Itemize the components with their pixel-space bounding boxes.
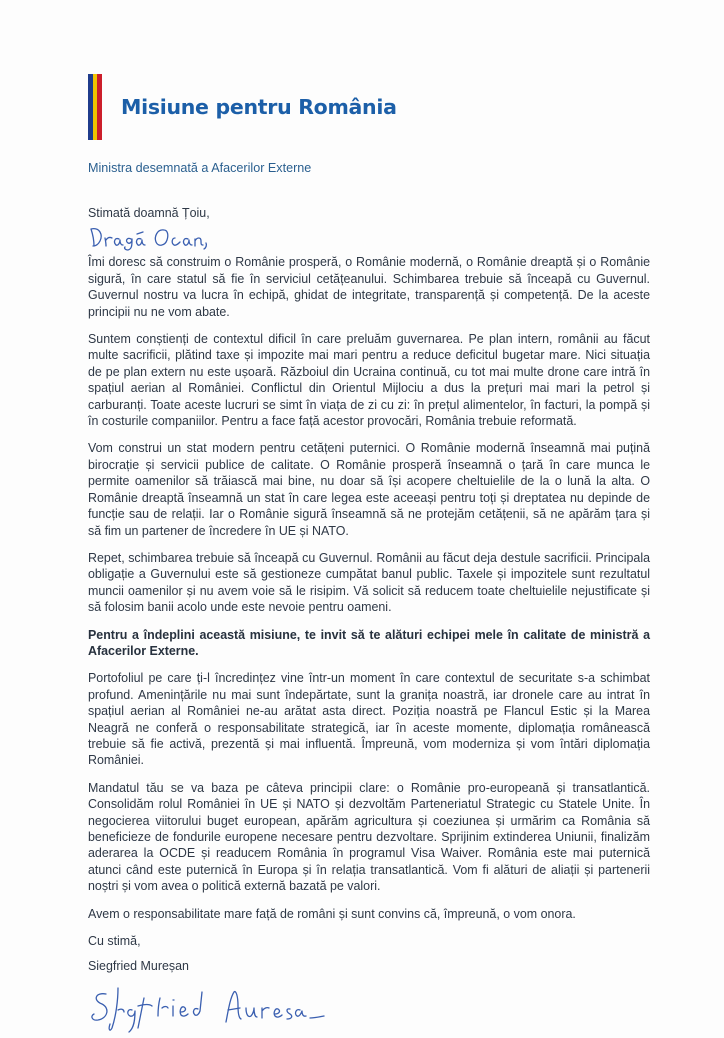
handwritten-greeting bbox=[88, 221, 208, 251]
paragraph-context: Suntem conștienți de contextul dificil în care preluăm guvernarea. Pe plan intern, românii au făcut multe sacrificii, plătind taxe și impozite mai mari pentru a reduce deficitul bugetar mare. Nici situația de pe plan extern nu este ușoară. Războiul din Ucraina continuă, cu tot mai multe drone care intră în spațiul aerian al României. Conflictul din Orientul Mijlociu a dus la prețuri mai mari la petrol și carburanți. Toate aceste lucruri se simt în viața de zi cu zi: în prețul alimentelor, în facturi, la pompă și în costurile companiilor. Pentru a face față acestor provocări, România trebuie reformată. bbox=[88, 332, 650, 429]
paragraph-intro: Îmi doresc să construim o Românie prosperă, o Românie modernă, o Românie dreaptă și o Românie sigură, în care statul să fie în serviciul cetățeanului. Schimbarea trebuie să înceapă cu Guvernul. Guvernul nostru va lucra în echipă, ghidat de integritate, transparență și competență. De la aceste principii nu ne vom abate. bbox=[88, 255, 650, 319]
recipient-line: Ministra desemnată a Afacerilor Externe bbox=[88, 161, 312, 175]
flag-red-stripe bbox=[97, 74, 102, 140]
letterhead-title: Misiune pentru România bbox=[121, 95, 397, 119]
paragraph-responsibility: Avem o responsabilitate mare față de români și sunt convins că, împreună, o vom onora. bbox=[88, 906, 576, 921]
sender-name: Siegfried Mureșan bbox=[88, 959, 189, 974]
paragraph-portfolio: Portofoliul pe care ți-l încredințez vine într-un moment în care contextul de securitate s-a schimbat profund. Amenințările nu mai sunt îndepărtate, sunt la granița noastră, iar dronele care au intrat în spațiul aerian al României ne-au arătat asta direct. Poziția noastră pe Flancul Estic și la Marea Neagră ne conferă o responsabilitate strategică, iar în aceste momente, diplomația românească trebuie să fie activă, prezentă și mai influentă. Împreună, vom moderniza și vom întări diplomația României. bbox=[88, 671, 650, 768]
paragraph-public-spending: Repet, schimbarea trebuie să înceapă cu Guvernul. Românii au făcut deja destule sacrificii. Principala obligație a Guvernului este să gestioneze cumpătat banul public. Taxele și impozitele sunt rezultatul muncii oamenilor și nu avem voie să le risipim. Vă solicit să reducem toate cheltuielile nejustificate și să folosim banii acolo unde este nevoie pentru oameni. bbox=[88, 550, 650, 615]
closing-formula: Cu stimă, bbox=[88, 934, 141, 949]
paragraph-mandate: Mandatul tău se va baza pe câteva principii clare: o Românie pro-europeană și transatlantică. Consolidăm rolul României în UE și NATO și dezvoltăm Parteneriatul Strategic cu Statele Unite. În negocierea viitorului buget european, apărăm agricultura și coeziunea și urmărim ca România să beneficieze de fondurile europene necesare pentru dezvoltare. Sprijinim extinderea Uniunii, finalizăm aderarea la OCDE și readucem România în programul Visa Waiver. România este mai puternică atunci când este puternică în Europa și în relația transatlantică. Vom fi alături de aliații și partenerii noștri și vom avea o politică externă bazată pe valori. bbox=[88, 780, 650, 894]
letter-body bbox=[88, 205, 650, 1038]
romanian-flag-bar bbox=[88, 74, 102, 140]
handwritten-signature bbox=[88, 978, 328, 1038]
invitation-statement: Pentru a îndeplini această misiune, te invit să te alături echipei mele în calitate de ministră a Afacerilor Externe. bbox=[88, 627, 650, 658]
salutation: Stimată doamnă Țoiu, bbox=[88, 206, 210, 220]
paragraph-modern-state: Vom construi un stat modern pentru cetățeni puternici. O Românie modernă înseamnă mai puțină birocrație și servicii publice de calitate. O Românie prosperă înseamnă o țară în care munca le permite oamenilor să trăiască mai bine, nu doar să își acopere cheltuielile de la o lună la alta. O Românie dreaptă înseamnă un stat în care legea este aceeași pentru toți și dreptatea nu depinde de funcție sau de relații. Iar o Românie sigură înseamnă să ne protejăm cetățenii, să ne apărăm țara și să fim un partener de încredere în UE și NATO. bbox=[88, 441, 650, 538]
